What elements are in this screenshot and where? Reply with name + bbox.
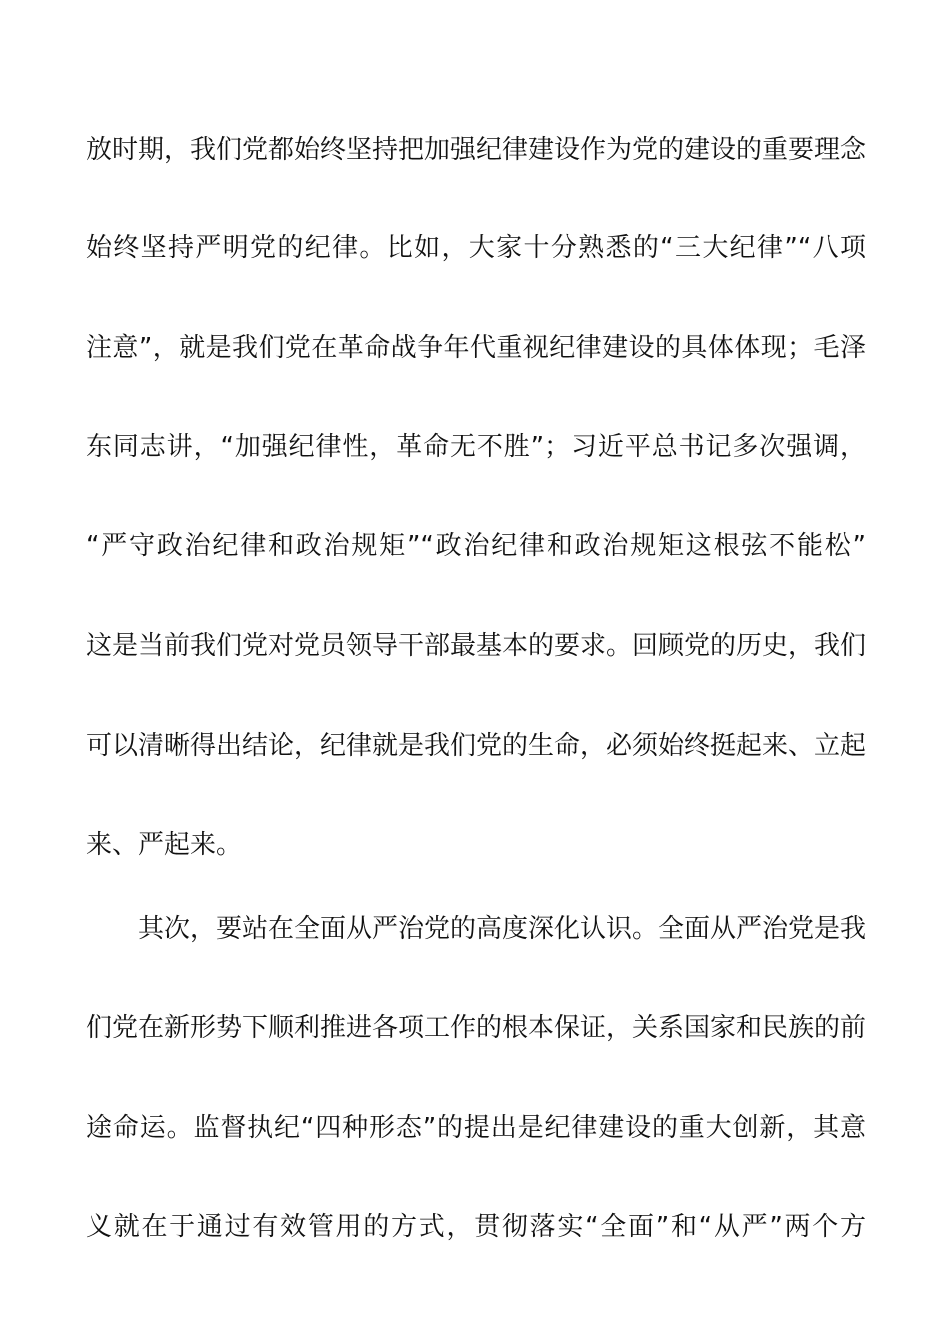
paragraph-line: 途命运。监督执纪“四种形态”的提出是纪律建设的重大创新，其意 (86, 1113, 866, 1143)
paragraph-line: 可以清晰得出结论，纪律就是我们党的生命，必须始终挺起来、立起 (86, 731, 867, 761)
paragraph-line: 这是当前我们党对党员领导干部最基本的要求。回顾党的历史，我们 (86, 631, 867, 661)
paragraph-line: 其次，要站在全面从严治党的高度深化认识。全面从严治党是我 (138, 914, 867, 944)
paragraph-line: 来、严起来。 (86, 830, 243, 860)
paragraph-line: 东同志讲，“加强纪律性，革命无不胜”；习近平总书记多次强调， (86, 432, 866, 462)
paragraph-line: “严守政治纪律和政治规矩”“政治纪律和政治规矩这根弦不能松” (86, 531, 866, 561)
paragraph-line: 注意”，就是我们党在革命战争年代重视纪律建设的具体体现；毛泽 (86, 333, 866, 363)
paragraph-line: 始终坚持严明党的纪律。比如，大家十分熟悉的“三大纪律”“八项 (86, 233, 866, 263)
paragraph-line: 义就在于通过有效管用的方式，贯彻落实“全面”和“从严”两个方 (86, 1212, 866, 1242)
paragraph-line: 放时期，我们党都始终坚持把加强纪律建设作为党的建设的重要理念 (86, 135, 867, 165)
paragraph-line: 们党在新形势下顺利推进各项工作的根本保证，关系国家和民族的前 (86, 1013, 867, 1043)
